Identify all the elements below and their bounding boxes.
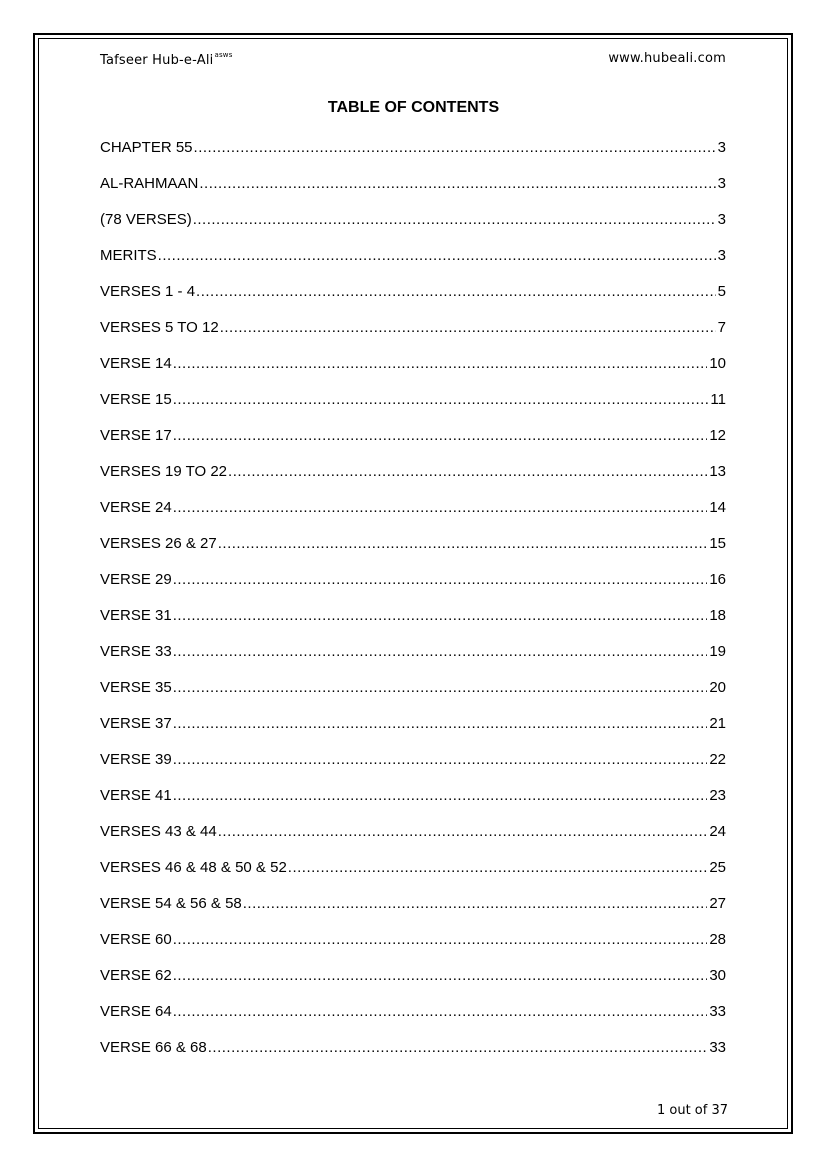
toc-entry-label: VERSE 66 & 68 (100, 1039, 207, 1056)
toc-dot-leader (218, 534, 708, 554)
toc-dot-leader (173, 930, 708, 950)
toc-entry[interactable] (100, 642, 726, 678)
toc-entry-label: VERSE 62 (100, 967, 172, 984)
header-title-text: Tafseer Hub-e-Ali (100, 53, 214, 68)
toc-entry-page-number: 12 (709, 427, 726, 444)
header-title-superscript: asws (214, 51, 233, 59)
toc-dot-leader (173, 966, 708, 986)
toc-entry[interactable] (100, 1038, 726, 1074)
toc-dot-leader (173, 498, 708, 518)
toc-entry-label: VERSE 17 (100, 427, 172, 444)
toc-entry[interactable] (100, 894, 726, 930)
toc-entry-label: VERSE 35 (100, 679, 172, 696)
toc-dot-leader (173, 642, 708, 662)
toc-entry-label: VERSES 26 & 27 (100, 535, 217, 552)
toc-entry[interactable] (100, 318, 726, 354)
toc-entry-label: VERSES 43 & 44 (100, 823, 217, 840)
header-title (100, 51, 233, 68)
toc-entry-page-number: 27 (709, 895, 726, 912)
toc-dot-leader (218, 822, 708, 842)
toc-entry[interactable] (100, 534, 726, 570)
toc-dot-leader (193, 210, 716, 230)
toc-dot-leader (173, 678, 708, 698)
toc-entry[interactable] (100, 246, 726, 282)
toc-entry[interactable] (100, 426, 726, 462)
toc-entry-label: VERSE 14 (100, 355, 172, 372)
toc-entry-page-number: 16 (709, 571, 726, 588)
toc-entry[interactable] (100, 606, 726, 642)
toc-entry-page-number: 28 (709, 931, 726, 948)
toc-entry[interactable] (100, 858, 726, 894)
toc-entry-label: VERSE 54 & 56 & 58 (100, 895, 242, 912)
toc-dot-leader (243, 894, 708, 914)
toc-entry-label: AL-RAHMAAN (100, 175, 199, 192)
toc-entry-label: VERSES 19 TO 22 (100, 463, 228, 480)
page-title: TABLE OF CONTENTS (327, 99, 500, 116)
toc-dot-leader (173, 390, 709, 410)
toc-entry-page-number: 7 (717, 319, 726, 336)
toc-entry-label: VERSE 33 (100, 643, 172, 660)
toc-entry[interactable] (100, 822, 726, 858)
toc-dot-leader (173, 570, 708, 590)
toc-entry-page-number: 11 (710, 391, 726, 408)
toc-dot-leader (173, 714, 708, 734)
toc-entry-page-number: 24 (709, 823, 726, 840)
toc-dot-leader (173, 750, 708, 770)
toc-dot-leader (208, 1038, 708, 1058)
toc-dot-leader (158, 246, 716, 266)
toc-dot-leader (173, 1002, 708, 1022)
toc-entry-label: CHAPTER 55 (100, 139, 193, 156)
toc-dot-leader (173, 354, 708, 374)
toc-entry[interactable] (100, 678, 726, 714)
toc-entry[interactable] (100, 786, 726, 822)
page-indicator: 1 out of 37 (656, 1103, 728, 1118)
toc-entry-label: VERSE 64 (100, 1003, 172, 1020)
toc-entry-page-number: 21 (709, 715, 726, 732)
toc-entry-label: VERSE 15 (100, 391, 172, 408)
toc-entry-page-number: 22 (709, 751, 726, 768)
toc-dot-leader (196, 282, 716, 302)
toc-entry-label: VERSES 5 TO 12 (100, 319, 219, 336)
toc-entry-page-number: 30 (709, 967, 726, 984)
toc-entry-label: VERSE 39 (100, 751, 172, 768)
toc-entry[interactable] (100, 1002, 726, 1038)
toc-entry[interactable] (100, 498, 726, 534)
toc-entry[interactable] (100, 966, 726, 1002)
toc-entry-page-number: 15 (709, 535, 726, 552)
toc-entry[interactable] (100, 930, 726, 966)
toc-entry-label: VERSES 46 & 48 & 50 & 52 (100, 859, 287, 876)
toc-entry-label: VERSE 24 (100, 499, 172, 516)
toc-entry-page-number: 33 (709, 1039, 726, 1056)
toc-entry[interactable] (100, 750, 726, 786)
header-website: www.hubeali.com (608, 51, 726, 66)
toc-entry-label: VERSE 29 (100, 571, 172, 588)
toc-entry[interactable] (100, 138, 726, 174)
toc-entry-page-number: 3 (717, 175, 726, 192)
toc-dot-leader (199, 174, 715, 194)
toc-entry-page-number: 25 (709, 859, 726, 876)
toc-dot-leader (288, 858, 708, 878)
toc-entry[interactable] (100, 354, 726, 390)
toc-entry-label: VERSE 41 (100, 787, 172, 804)
toc-entry-page-number: 20 (709, 679, 726, 696)
toc-entry-page-number: 3 (717, 211, 726, 228)
toc-entry[interactable] (100, 210, 726, 246)
toc-dot-leader (228, 462, 707, 482)
toc-entry-page-number: 5 (717, 283, 726, 300)
toc-entry-page-number: 3 (717, 139, 726, 156)
toc-dot-leader (173, 426, 708, 446)
toc-entry-page-number: 18 (709, 607, 726, 624)
toc-entry-label: VERSES 1 - 4 (100, 283, 196, 300)
toc-entry[interactable] (100, 390, 726, 426)
toc-dot-leader (220, 318, 716, 338)
toc-entry-page-number: 19 (709, 643, 726, 660)
toc-entry[interactable] (100, 282, 726, 318)
toc-entry[interactable] (100, 174, 726, 210)
toc-entry-label: VERSE 31 (100, 607, 172, 624)
toc-entry-page-number: 14 (709, 499, 726, 516)
toc-entry-label: MERITS (100, 247, 157, 264)
toc-entry-label: (78 VERSES) (100, 211, 192, 228)
toc-entry-page-number: 33 (709, 1003, 726, 1020)
toc-entry-page-number: 23 (709, 787, 726, 804)
toc-entry-label: VERSE 37 (100, 715, 172, 732)
toc-dot-leader (173, 786, 708, 806)
toc-entry-label: VERSE 60 (100, 931, 172, 948)
toc-entry-page-number: 13 (709, 463, 726, 480)
toc-dot-leader (194, 138, 716, 158)
toc-dot-leader (173, 606, 708, 626)
table-of-contents (100, 138, 726, 1074)
toc-entry-page-number: 3 (717, 247, 726, 264)
toc-entry[interactable] (100, 570, 726, 606)
toc-entry[interactable] (100, 462, 726, 498)
toc-entry-page-number: 10 (709, 355, 726, 372)
toc-entry[interactable] (100, 714, 726, 750)
